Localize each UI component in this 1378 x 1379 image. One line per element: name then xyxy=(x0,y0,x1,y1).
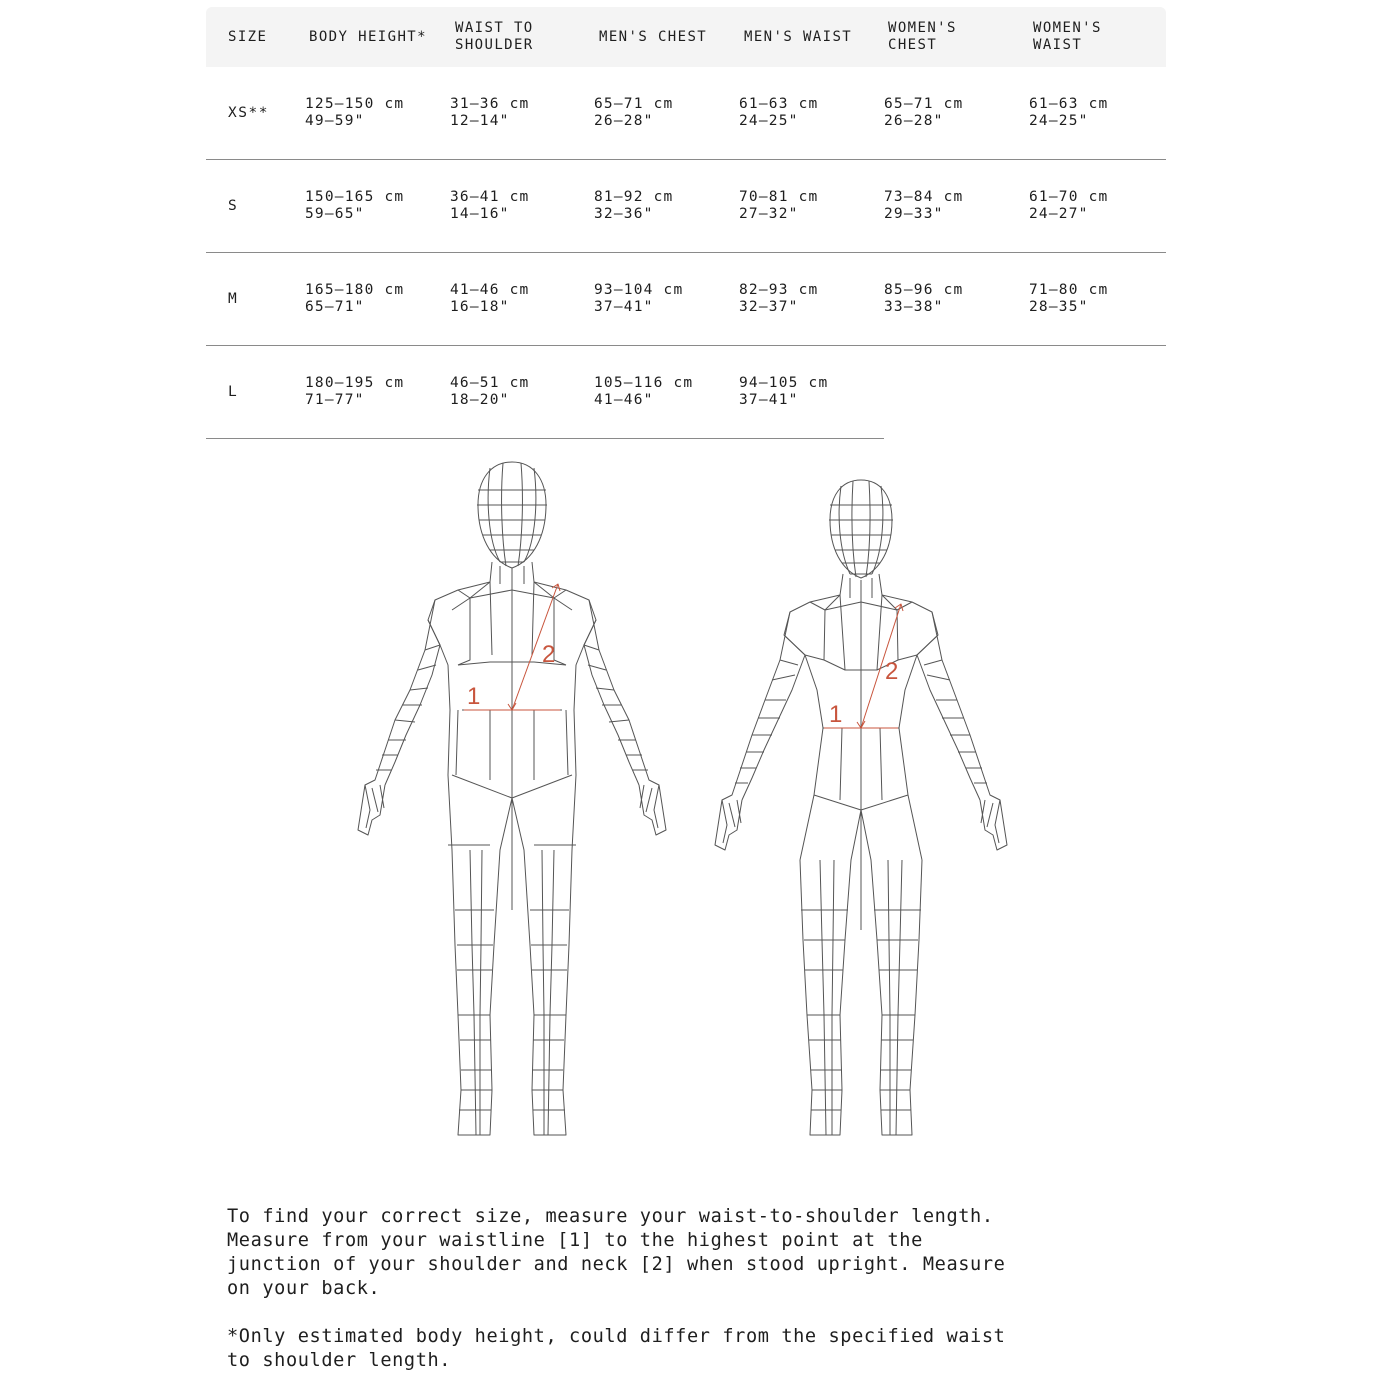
header-body-height-label: BODY HEIGHT* xyxy=(309,28,427,45)
table-row-m xyxy=(206,253,1166,346)
female-figure xyxy=(715,480,1007,1135)
body-height-footnote: *Only estimated body height, could differ from the specified waist to shoulder length. xyxy=(227,1326,1006,1371)
header-waist-to-shoulder xyxy=(455,7,595,67)
size-label: S xyxy=(228,197,239,214)
measurement-instructions xyxy=(227,1205,1047,1373)
female-marker-1: 1 xyxy=(829,701,843,728)
size-chart-table xyxy=(206,7,1166,438)
male-marker-2: 2 xyxy=(542,641,556,668)
mens-waist-cell: 61–63 cm 24–25" xyxy=(739,96,819,129)
size-label: M xyxy=(228,290,239,307)
body-height-cell: 180–195 cm 71–77" xyxy=(305,375,405,408)
female-marker-2: 2 xyxy=(885,658,899,685)
header-mens-chest xyxy=(599,7,739,67)
womens-waist-cell: 61–70 cm 24–27" xyxy=(1029,189,1109,222)
size-label: L xyxy=(228,383,239,400)
mens-chest-cell: 93–104 cm 37–41" xyxy=(594,282,684,315)
mens-waist-cell: 82–93 cm 32–37" xyxy=(739,282,819,315)
male-marker-1: 1 xyxy=(467,683,481,710)
waist-to-shoulder-cell: 41–46 cm 16–18" xyxy=(450,282,530,315)
header-mens-waist xyxy=(744,7,884,67)
header-womens-waist xyxy=(1033,7,1163,67)
header-womens-waist-label: WOMEN'S WAIST xyxy=(1033,20,1102,53)
mens-chest-cell: 81–92 cm 32–36" xyxy=(594,189,674,222)
mens-waist-cell: 70–81 cm 27–32" xyxy=(739,189,819,222)
header-waist-to-shoulder-label: WAIST TO SHOULDER xyxy=(455,20,534,53)
header-mens-chest-label: MEN'S CHEST xyxy=(599,28,708,45)
body-height-cell: 150–165 cm 59–65" xyxy=(305,189,405,222)
waist-to-shoulder-cell: 36–41 cm 14–16" xyxy=(450,189,530,222)
header-womens-chest-label: WOMEN'S CHEST xyxy=(888,20,957,53)
header-size xyxy=(228,7,298,67)
body-measurement-figures xyxy=(340,450,1030,1150)
womens-chest-cell: 85–96 cm 33–38" xyxy=(884,282,964,315)
table-row-xs xyxy=(206,67,1166,160)
womens-waist-cell: 71–80 cm 28–35" xyxy=(1029,282,1109,315)
size-label: XS** xyxy=(228,104,269,121)
waist-to-shoulder-cell: 31–36 cm 12–14" xyxy=(450,96,530,129)
body-height-cell: 165–180 cm 65–71" xyxy=(305,282,405,315)
womens-chest-cell: 65–71 cm 26–28" xyxy=(884,96,964,129)
mens-waist-cell: 94–105 cm 37–41" xyxy=(739,375,829,408)
male-figure xyxy=(358,462,666,1135)
header-mens-waist-label: MEN'S WAIST xyxy=(744,28,853,45)
waist-to-shoulder-cell: 46–51 cm 18–20" xyxy=(450,375,530,408)
table-header-row xyxy=(206,7,1166,67)
header-body-height xyxy=(309,7,449,67)
womens-chest-cell: 73–84 cm 29–33" xyxy=(884,189,964,222)
measure-instruction-text: To find your correct size, measure your waist-to-shoulder length. Measure from your waistline [1] to the highest point at the junction of your shoulder and neck [2] when stood upright. Measure on your back. xyxy=(227,1206,1006,1299)
table-row-s xyxy=(206,160,1166,253)
womens-waist-cell: 61–63 cm 24–25" xyxy=(1029,96,1109,129)
mens-chest-cell: 105–116 cm 41–46" xyxy=(594,375,694,408)
header-size-label: SIZE xyxy=(228,28,268,45)
header-womens-chest xyxy=(888,7,1028,67)
body-height-cell: 125–150 cm 49–59" xyxy=(305,96,405,129)
mens-chest-cell: 65–71 cm 26–28" xyxy=(594,96,674,129)
table-row-l xyxy=(206,346,1166,438)
